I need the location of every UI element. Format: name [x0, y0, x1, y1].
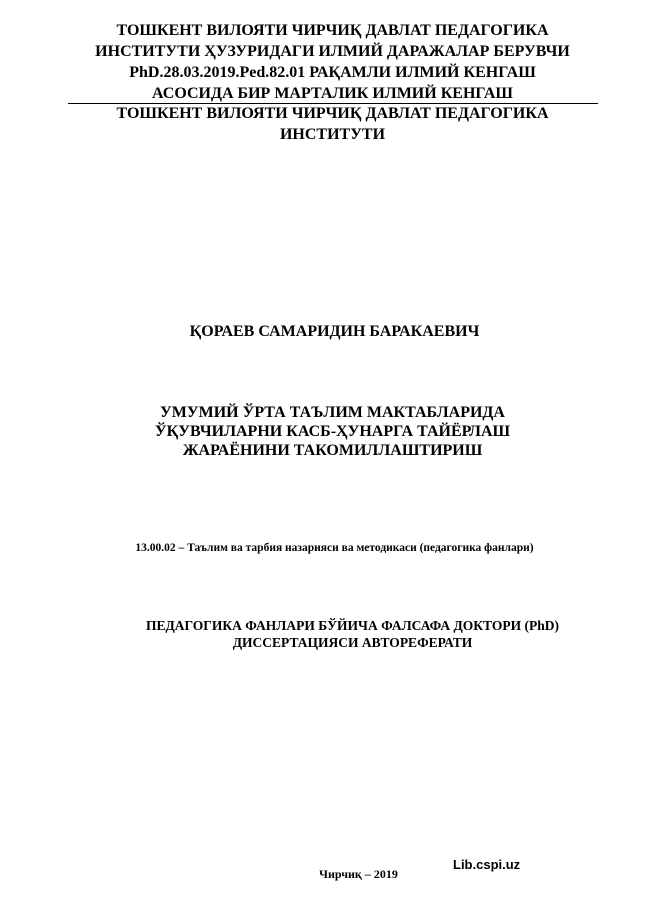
dissertation-title: [0, 403, 665, 460]
institute-line: ИНСТИТУТИ: [279, 126, 386, 143]
title-line: ЎҚУВЧИЛАРНИ КАСБ-ҲУНАРГА ТАЙЁРЛАШ: [154, 423, 511, 440]
council-header: [0, 20, 665, 104]
council-header-line: ТОШКЕНТ ВИЛОЯТИ ЧИРЧИҚ ДАВЛАТ ПЕДАГОГИКА: [116, 22, 549, 39]
specialty-code: 13.00.02 – Таълим ва тарбия назарияси ва методикаси (педагогика фанлари): [135, 542, 534, 554]
site-watermark: Lib.cspi.uz: [453, 857, 521, 872]
council-header-line: АСОСИДА БИР МАРТАЛИК ИЛМИЙ КЕНГАШ: [152, 85, 513, 102]
council-header-line: PhD.28.03.2019.Ped.82.01 РАҚАМЛИ ИЛМИЙ КЕНГАШ: [129, 64, 536, 81]
title-line: УМУМИЙ ЎРТА ТАЪЛИМ МАКТАБЛАРИДА: [160, 404, 505, 421]
degree-statement: [0, 617, 665, 651]
council-header-line: ИНСТИТУТИ ҲУЗУРИДАГИ ИЛМИЙ ДАРАЖАЛАР БЕРУВЧИ: [95, 43, 570, 60]
city-year: Чирчиқ – 2019: [319, 867, 398, 881]
institute-name: [0, 103, 665, 145]
degree-line: ДИССЕРТАЦИЯСИ АВТОРЕФЕРАТИ: [232, 635, 473, 650]
institute-line: ТОШКЕНТ ВИЛОЯТИ ЧИРЧИҚ ДАВЛАТ ПЕДАГОГИКА: [116, 105, 549, 122]
author-name: ҚОРАЕВ САМАРИДИН БАРАКАЕВИЧ: [189, 323, 480, 340]
title-line: ЖАРАЁНИНИ ТАКОМИЛЛАШТИРИШ: [182, 442, 483, 459]
degree-line: ПЕДАГОГИКА ФАНЛАРИ БЎЙИЧА ФАЛСАФА ДОКТОРИ (PhD): [145, 618, 559, 633]
